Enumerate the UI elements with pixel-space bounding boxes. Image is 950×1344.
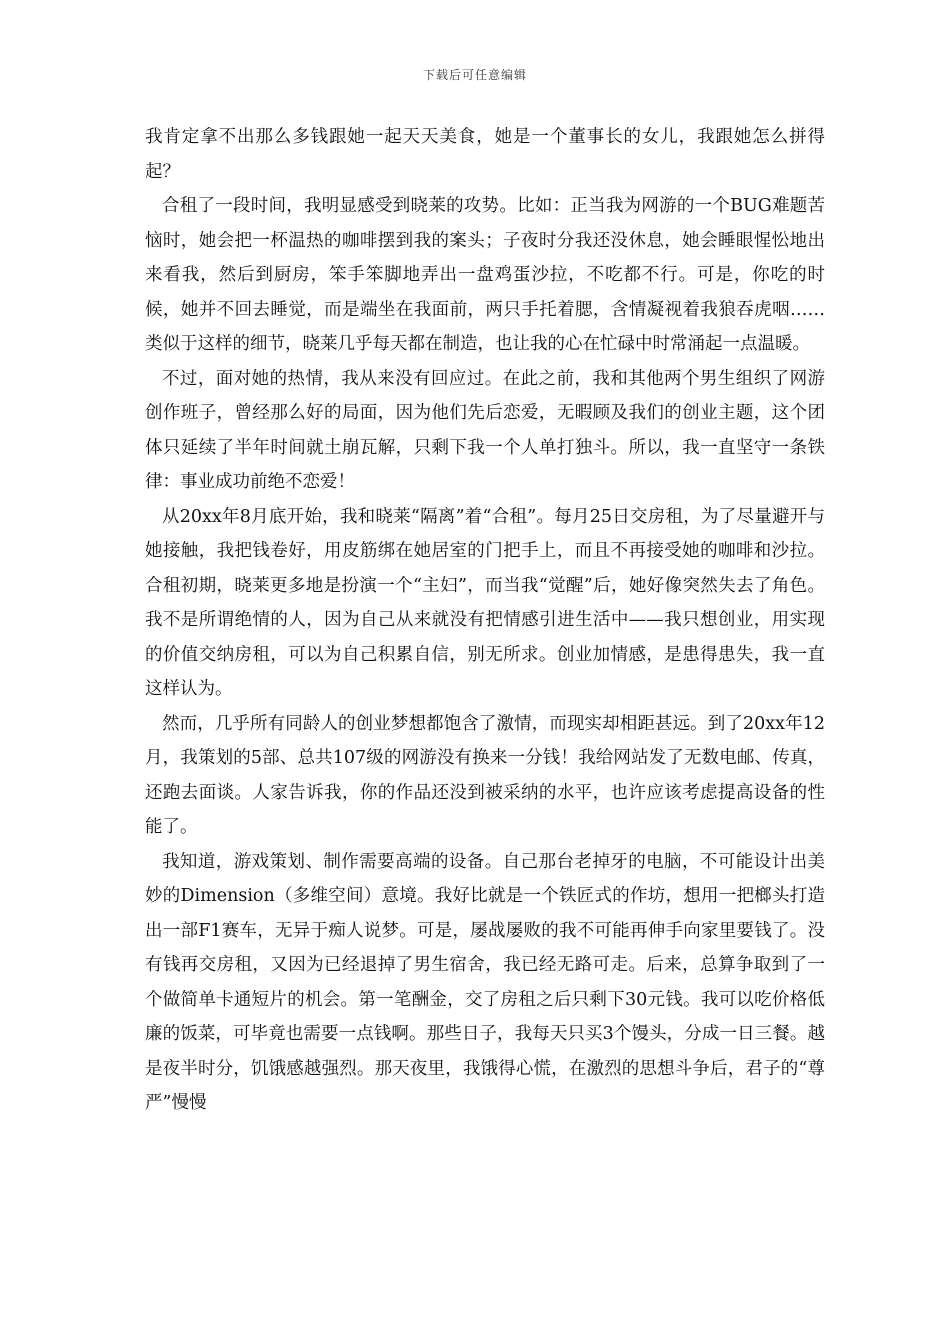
document-body: [145, 120, 825, 1121]
paragraph-6: 我知道，游戏策划、制作需要高端的设备。自己那台老掉牙的电脑，不可能设计出美妙的Dimension（多维空间）意境。我好比就是一个铁匠式的作坊，想用一把榔头打造出一部F1赛车，无异于痴人说梦。可是，屡战屡败的我不可能再伸手向家里要钱了。没有钱再交房租，又因为已经退掉了男生宿舍，我已经无路可走。后来，总算争取到了一个做简单卡通短片的机会。第一笔酬金，交了房租之后只剩下30元钱。我可以吃价格低廉的饭菜，可毕竟也需要一点钱啊。那些日子，我每天只买3个馒头，分成一日三餐。越是夜半时分，饥饿感越强烈。那天夜里，我饿得心慌，在激烈的思想斗争后，君子的“尊严”慢慢: [145, 851, 825, 1113]
paragraph-4: 从20xx年8月底开始，我和晓莱“隔离”着“合租”。每月25日交房租，为了尽量避开与她接触，我把钱卷好，用皮筋绑在她居室的门把手上，而且不再接受她的咖啡和沙拉。合租初期，晓莱更多地是扮演一个“主妇”，而当我“觉醒”后，她好像突然失去了角色。我不是所谓绝情的人，因为自己从来就没有把情感引进生活中——我只想创业，用实现的价值交纳房租，可以为自己积累自信，别无所求。创业加情感，是患得患失，我一直这样认为。: [145, 506, 825, 699]
paragraph-5: 然而，几乎所有同龄人的创业梦想都饱含了激情，而现实却相距甚远。到了20xx年12月，我策划的5部、总共107级的网游没有换来一分钱！我给网站发了无数电邮、传真，还跑去面谈。人家告诉我，你的作品还没到被采纳的水平，也许应该考虑提高设备的性能了。: [145, 713, 825, 837]
paragraph-1: 我肯定拿不出那么多钱跟她一起天天美食，她是一个董事长的女儿，我跟她怎么拼得起？: [145, 127, 825, 182]
paragraph-2: 合租了一段时间，我明显感受到晓莱的攻势。比如：正当我为网游的一个BUG难题苦恼时，她会把一杯温热的咖啡摆到我的案头；子夜时分我还没休息，她会睡眼惺忪地出来看我，然后到厨房，笨手笨脚地弄出一盘鸡蛋沙拉，不吃都不行。可是，你吃的时候，她并不回去睡觉，而是端坐在我面前，两只手托着腮，含情凝视着我狼吞虎咽……类似于这样的细节，晓莱几乎每天都在制造，也让我的心在忙碌中时常涌起一点温暖。: [145, 196, 825, 354]
paragraph-3: 不过，面对她的热情，我从来没有回应过。在此之前，我和其他两个男生组织了网游创作班子，曾经那么好的局面，因为他们先后恋爱，无暇顾及我们的创业主题，这个团体只延续了半年时间就土崩瓦解，只剩下我一个人单打独斗。所以，我一直坚守一条铁律：事业成功前绝不恋爱！: [145, 368, 825, 492]
page-header: 下载后可任意编辑: [422, 68, 527, 82]
